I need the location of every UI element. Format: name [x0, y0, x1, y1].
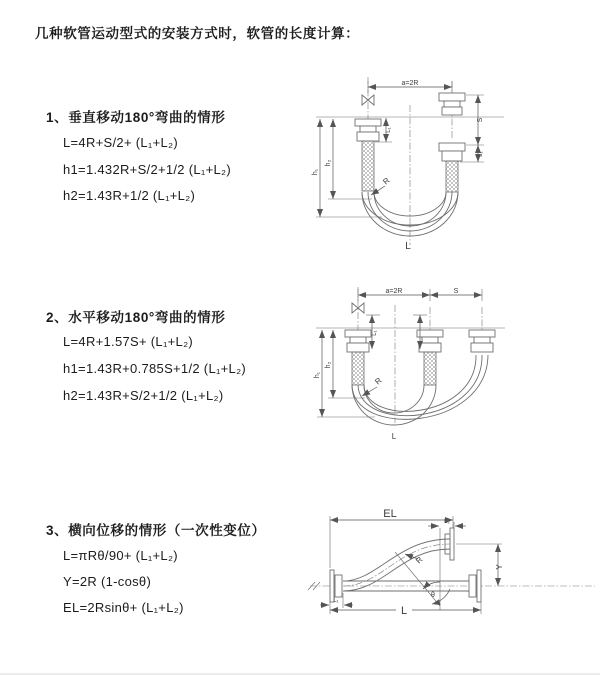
- right-fitting-upper: [439, 93, 465, 115]
- section-2-formulas: [63, 328, 246, 409]
- dim-label-l1: L₁: [333, 598, 339, 604]
- formula-line: h1=1.43R+0.785S+1/2 (L₁+L₂): [63, 361, 247, 376]
- dim-label-r: R: [381, 175, 392, 187]
- dim-label-l1: L₁: [478, 151, 484, 157]
- hose-s-curve: [343, 539, 450, 591]
- formula-line: L=4R+1.57S+ (L₁+L₂): [63, 334, 194, 349]
- right-flange: [469, 570, 481, 602]
- dim-label-l: L: [400, 605, 408, 617]
- dim-label-h1: h₁: [312, 168, 319, 176]
- section-3-heading: 3、横向位移的情形（一次性变位）: [46, 523, 266, 538]
- diagram-lateral-displacement: [300, 498, 600, 652]
- left-fitting: [355, 119, 381, 191]
- section-2-heading: 2、水平移动180°弯曲的情形: [46, 310, 226, 325]
- formula-line: L=πRθ/90+ (L₁+L₂): [63, 548, 178, 563]
- dim-label-s: S: [477, 117, 484, 123]
- dim-label-a2r: a=2R: [385, 288, 403, 295]
- formula-line: EL=2Rsinθ+ (L₁+L₂): [63, 600, 184, 615]
- diagram-horizontal-180-bend: [310, 283, 600, 455]
- dimension-l: [330, 602, 481, 617]
- section-1-formulas: [63, 130, 231, 210]
- dim-label-l1: L₁: [372, 330, 378, 336]
- angle-theta: [395, 528, 450, 610]
- dim-label-l1: L₁: [386, 127, 392, 133]
- formula-line: L=4R+S/2+ (L₁+L₂): [63, 135, 178, 150]
- dim-label-a2r: a=2R: [401, 80, 419, 87]
- formula-line: h1=1.432R+S/2+1/2 (L₁+L₂): [63, 161, 231, 177]
- section-1-heading: 1、垂直移动180°弯曲的情形: [46, 110, 226, 125]
- dim-label-r: R: [373, 375, 384, 387]
- dim-label-s: S: [453, 288, 459, 295]
- dim-label-l2: L₂: [444, 519, 450, 525]
- formula-line: h2=1.43R+1/2 (L₁+L₂): [63, 188, 196, 203]
- radius-leader: [405, 554, 425, 565]
- formula-line: h2=1.43R+S/2+1/2 (L₁+L₂): [63, 388, 224, 403]
- right-fitting-lower: [439, 143, 465, 192]
- dim-label-h2: h₂: [325, 159, 332, 167]
- dimension-span: [368, 80, 452, 93]
- dim-label-el: EL: [383, 508, 397, 520]
- diagram-vertical-180-bend: [312, 75, 600, 257]
- page-title: 几种软管运动型式的安装方式时，软管的长度计算：: [35, 26, 360, 41]
- dim-label-theta: θ: [431, 592, 435, 599]
- centerlines: [316, 77, 504, 245]
- dimension-span: [358, 288, 482, 301]
- middle-fitting: [417, 330, 443, 385]
- section-3-formulas: [63, 543, 184, 621]
- dim-label-l: L: [391, 432, 397, 441]
- left-fitting: [345, 330, 371, 385]
- centerlines: [316, 287, 505, 423]
- dim-label-y: Y: [495, 564, 504, 570]
- dimension-s: [466, 95, 484, 145]
- dim-label-l: L: [405, 241, 411, 252]
- right-fitting: [469, 330, 495, 352]
- dim-label-r: R: [414, 555, 425, 566]
- dim-label-h1: h₁: [314, 371, 321, 379]
- centerlines: [308, 582, 595, 590]
- dim-label-h2: h₂: [325, 361, 332, 369]
- formula-line: Y=2R (1-cosθ): [63, 574, 152, 589]
